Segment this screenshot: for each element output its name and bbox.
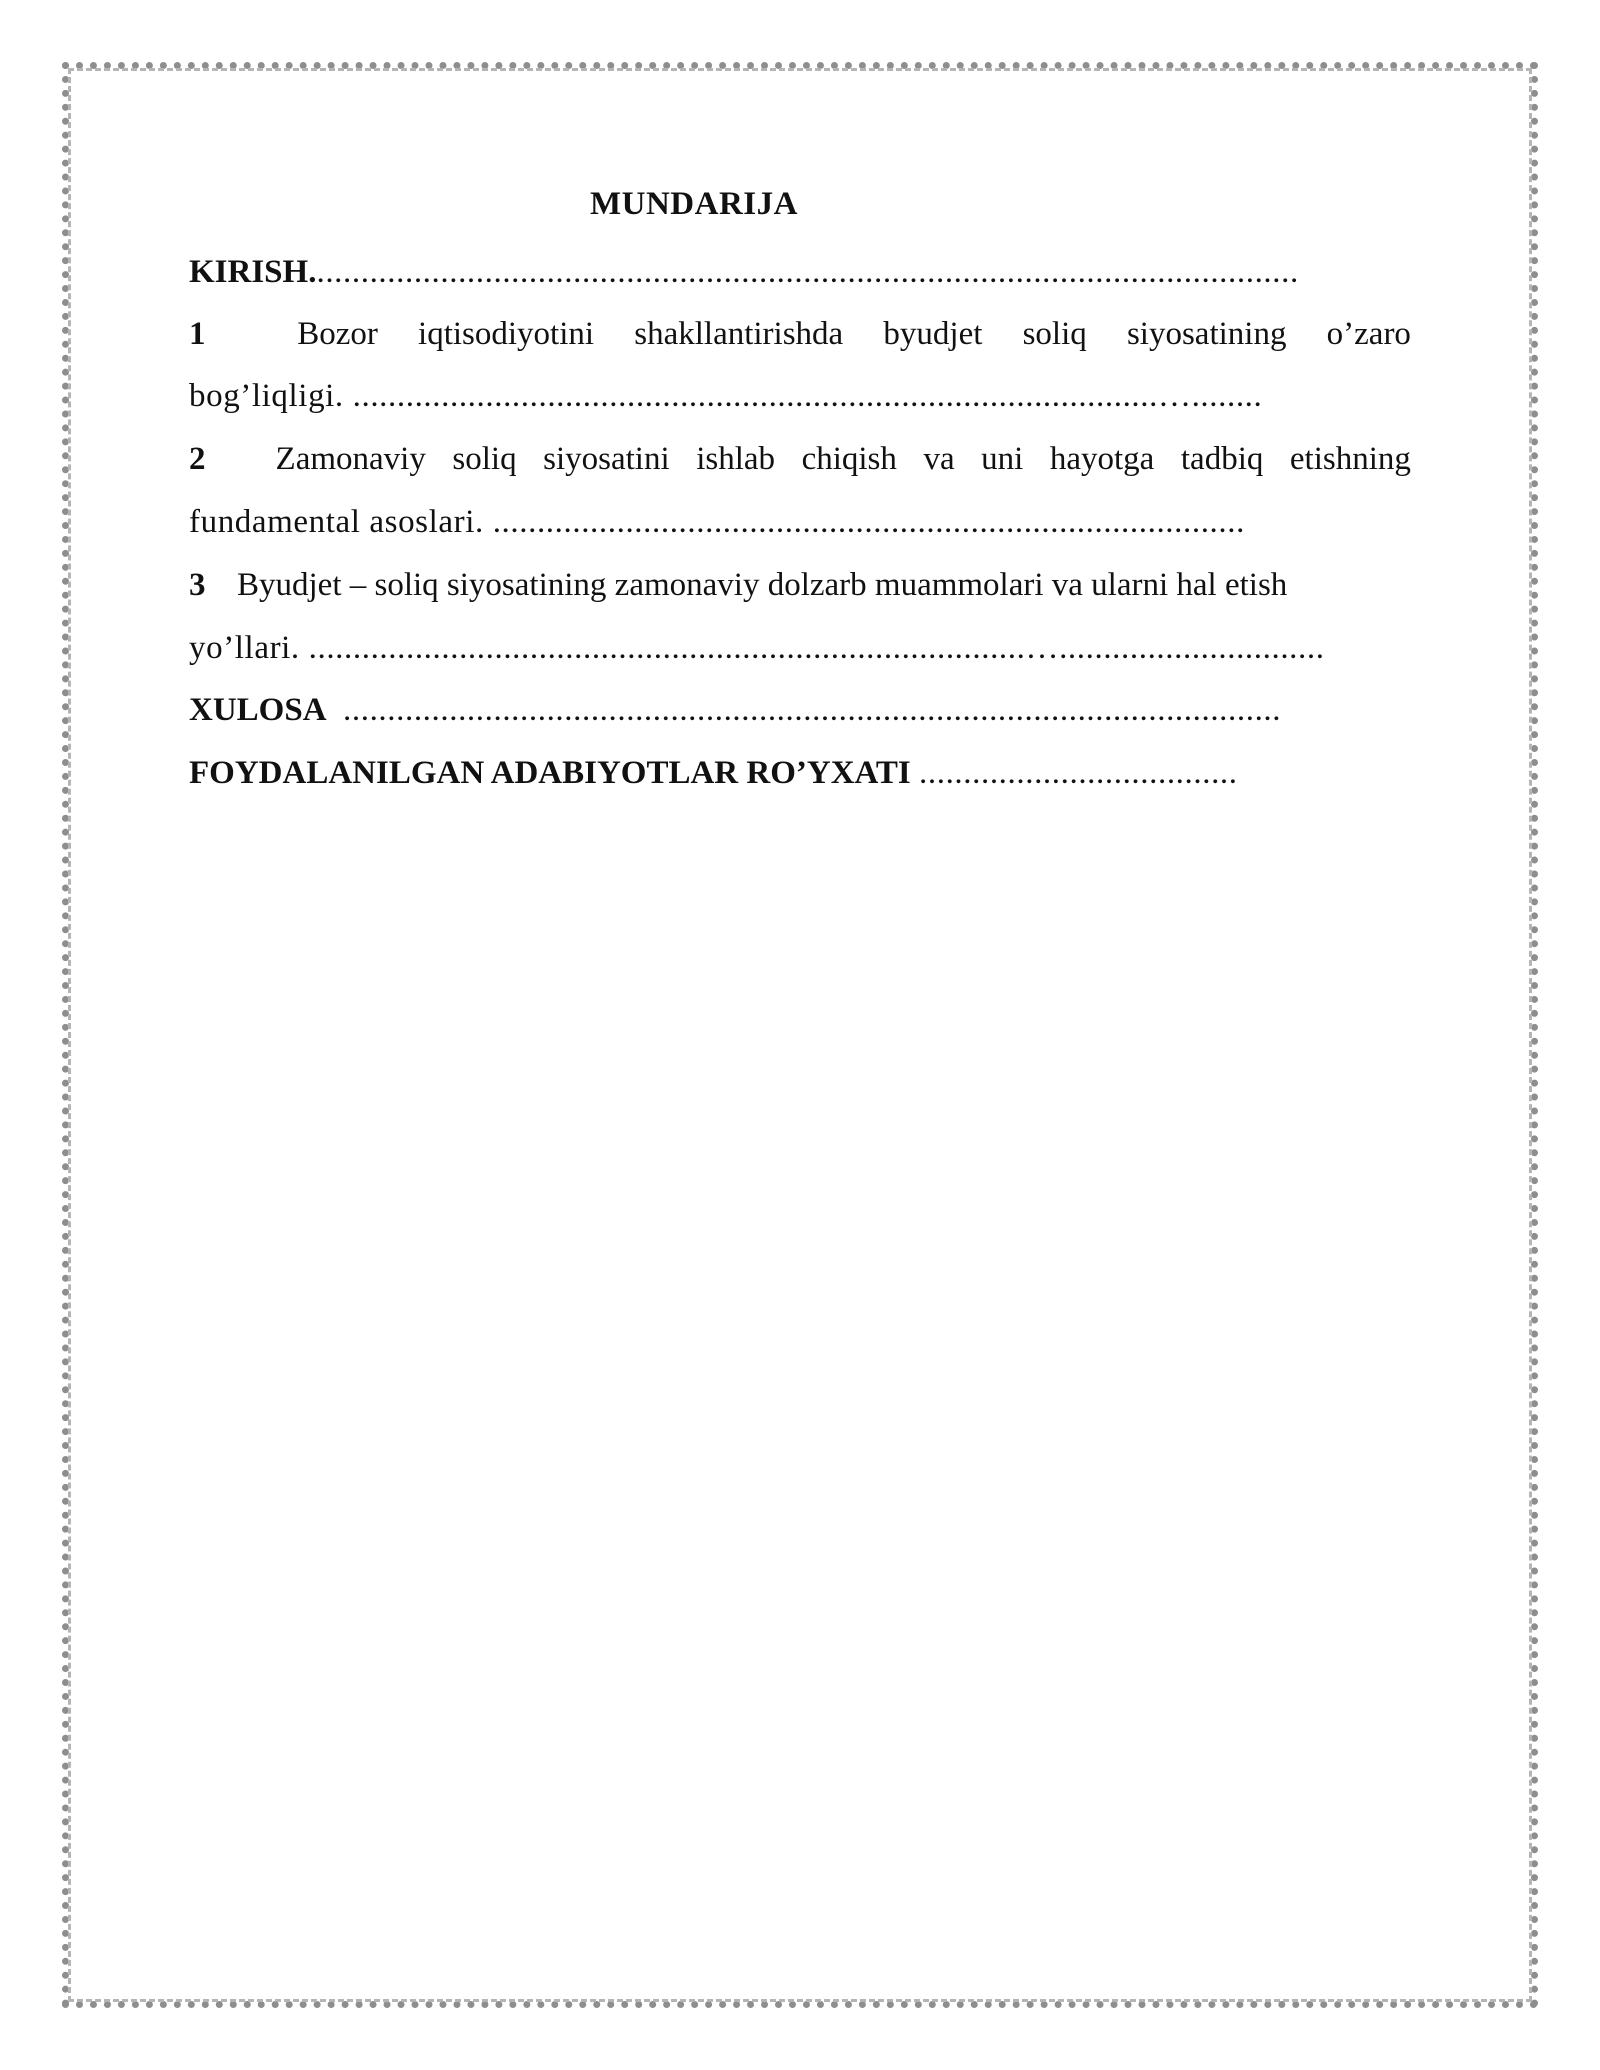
toc-word: iqtisodiyotini	[418, 316, 595, 352]
toc-leader-dots: ...............................................................................................................	[316, 254, 1299, 290]
toc-word: va	[923, 441, 955, 477]
toc-entry-2-line-2[interactable]	[189, 502, 1411, 542]
toc-entry-2-line-1[interactable]	[189, 439, 1411, 479]
toc-entry-adabiyotlar[interactable]	[189, 753, 1411, 793]
toc-entry-xulosa[interactable]	[189, 690, 1411, 730]
toc-word: etishning	[1289, 441, 1411, 477]
toc-word: hayotga	[1049, 441, 1155, 477]
toc-entry-label: KIRISH.	[189, 254, 317, 290]
toc-entry-3-line-2[interactable]	[189, 628, 1411, 668]
toc-leader-dots: ....................................	[919, 755, 1238, 791]
toc-entry-text: Byudjet – soliq siyosatining zamonaviy dolzarb muammolari va ularni hal etish	[237, 567, 1288, 603]
toc-word: siyosatini	[543, 441, 670, 477]
toc-entry-text: yo’llari. .................................................................................…..............................	[189, 630, 1325, 666]
toc-word: tadbiq	[1180, 441, 1264, 477]
toc-word: Bozor	[297, 316, 378, 352]
toc-title: MUNDARIJA	[590, 186, 798, 222]
toc-leader-dots: ..........................................................................................................	[343, 692, 1282, 728]
toc-entry-label: FOYDALANILGAN ADABIYOTLAR RO’YXATI	[189, 755, 911, 791]
toc-word: soliq	[452, 441, 517, 477]
toc-word: soliq	[1022, 316, 1087, 352]
toc-word: ishlab	[696, 441, 776, 477]
toc-entry-number: 1	[189, 316, 206, 352]
toc-entry-1-line-2[interactable]	[189, 376, 1411, 416]
toc-entry-label: XULOSA	[189, 692, 327, 728]
toc-entry-3-line-1[interactable]	[189, 565, 1411, 605]
toc-entry-text: fundamental asoslari. .....................................................................................	[189, 504, 1245, 540]
toc-word: Zamonaviy	[275, 441, 426, 477]
toc-word: uni	[981, 441, 1024, 477]
toc-entry-text: bog’liqligi. ...........................................................................................…........	[189, 378, 1263, 414]
toc-entry-1-line-1[interactable]	[189, 314, 1411, 354]
toc-word: shakllantirishda	[634, 316, 844, 352]
toc-entry-kirish[interactable]	[189, 252, 1411, 292]
toc-word: byudjet	[883, 316, 983, 352]
toc-word: siyosatining	[1126, 316, 1287, 352]
toc-word: chiqish	[801, 441, 897, 477]
toc-entry-number: 3	[189, 567, 206, 603]
toc-word: o’zaro	[1326, 316, 1411, 352]
toc-entry-number: 2	[189, 441, 206, 477]
